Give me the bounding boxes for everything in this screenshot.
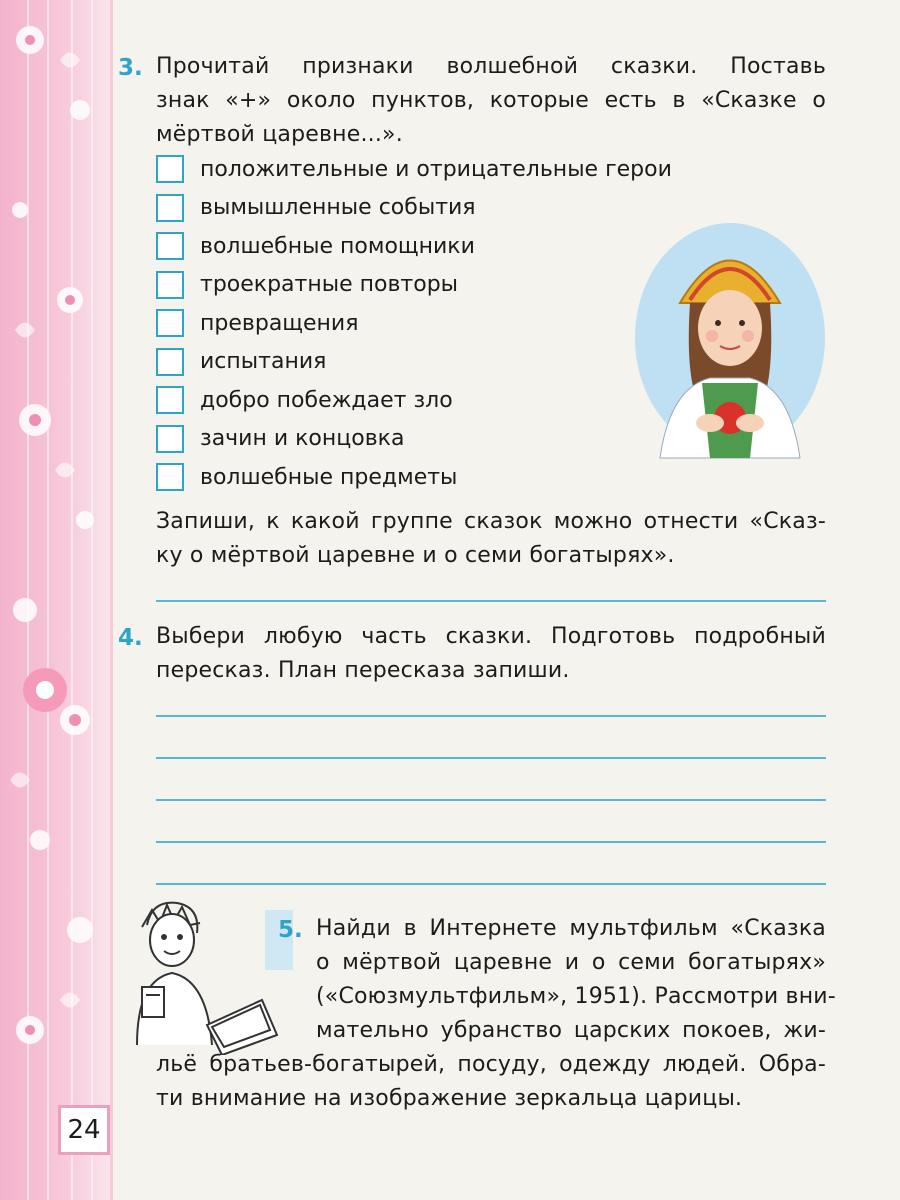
checkbox[interactable] <box>156 232 184 260</box>
checklist-item <box>156 304 672 343</box>
task-4-line-1: Выбери любую часть сказки. Подготовь подробный <box>156 624 826 649</box>
answer-line[interactable] <box>156 715 826 717</box>
checklist-label: зачин и концовка <box>200 426 405 452</box>
task-4-number: 4. <box>118 625 143 651</box>
checklist-item <box>156 189 672 228</box>
page-number: 24 <box>58 1105 110 1155</box>
flower-pattern-icon <box>0 0 110 1200</box>
task-5-line-5: льё братьев-богатырей, посуду, одежду людей. Обра- <box>156 1052 826 1077</box>
task-3-question <box>156 505 826 573</box>
task-3-number: 3. <box>118 55 143 81</box>
checklist-item <box>156 458 672 497</box>
task-3-instruction <box>156 50 826 152</box>
answer-line[interactable] <box>156 757 826 759</box>
checklist-item <box>156 227 672 266</box>
task-5-instruction-continued <box>156 1048 826 1116</box>
answer-line[interactable] <box>156 883 826 885</box>
task-3-line-1: Прочитай признаки волшебной сказки. Поставь <box>156 54 826 79</box>
checkbox[interactable] <box>156 463 184 491</box>
checklist-label: превращения <box>200 310 359 336</box>
checklist-label: испытания <box>200 349 327 375</box>
task-5-line-1: Найди в Интернете мультфильм «Сказка <box>316 916 826 941</box>
task-4-line-2: пересказ. План пересказа запиши. <box>156 658 570 683</box>
task-5-number: 5. <box>278 917 303 943</box>
princess-icon <box>630 218 830 468</box>
decorative-margin <box>0 0 113 1200</box>
checklist-item <box>156 381 672 420</box>
checkbox[interactable] <box>156 194 184 222</box>
task-5-line-3: («Союзмультфильм», 1951). Рассмотри вни- <box>316 984 836 1009</box>
checklist-label: волшебные помощники <box>200 233 475 259</box>
checklist-label: троекратные повторы <box>200 272 459 298</box>
fairy-tale-features-checklist <box>156 150 672 497</box>
checklist-label: положительные и отрицательные герои <box>200 156 672 182</box>
checklist-label: вымышленные события <box>200 195 476 221</box>
task-5-line-4: мательно убранство царских покоев, жи- <box>316 1018 826 1043</box>
checkbox[interactable] <box>156 425 184 453</box>
answer-line[interactable] <box>156 841 826 843</box>
task-4-instruction <box>156 620 826 688</box>
boy-with-laptop-illustration <box>112 895 282 1059</box>
task-3-question-line-1: Запиши, к какой группе сказок можно отнести «Сказ- <box>156 509 826 534</box>
checkbox[interactable] <box>156 309 184 337</box>
checklist-label: волшебные предметы <box>200 464 458 490</box>
answer-line[interactable] <box>156 799 826 801</box>
task-5-line-6: ти внимание на изображение зеркальца царицы. <box>156 1086 743 1111</box>
task-3-line-3: мёртвой царевне...». <box>156 122 403 147</box>
task-5-line-2: о мёртвой царевне и о семи богатырях» <box>316 950 826 975</box>
task-5-instruction <box>316 912 836 1048</box>
boy-with-laptop-icon <box>112 895 282 1055</box>
checkbox[interactable] <box>156 348 184 376</box>
princess-illustration <box>630 218 830 472</box>
checklist-item <box>156 150 672 189</box>
checklist-item <box>156 420 672 459</box>
task-3-line-2: знак «+» около пунктов, которые есть в «Сказке о <box>156 88 826 113</box>
checkbox[interactable] <box>156 271 184 299</box>
task-3-question-line-2: ку о мёртвой царевне и о семи богатырях». <box>156 543 675 568</box>
checklist-item <box>156 343 672 382</box>
checkbox[interactable] <box>156 155 184 183</box>
checklist-label: добро побеждает зло <box>200 387 453 413</box>
answer-line[interactable] <box>156 600 826 602</box>
checkbox[interactable] <box>156 386 184 414</box>
checklist-item <box>156 266 672 305</box>
